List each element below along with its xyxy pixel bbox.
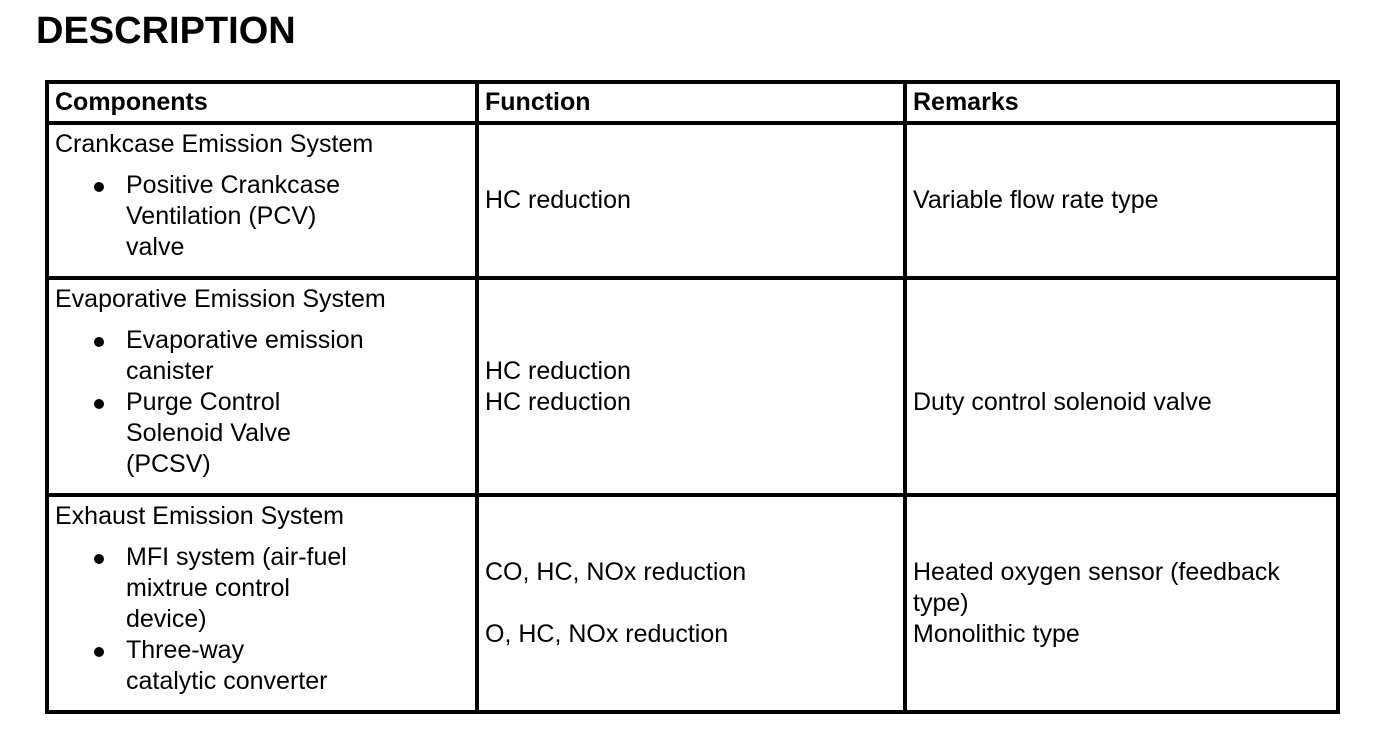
list-item: Three-way catalytic converter: [55, 635, 331, 697]
table-row: [47, 278, 1338, 495]
component-list: [55, 542, 469, 697]
system-title: Exhaust Emission System: [55, 502, 344, 530]
header-components: Components: [47, 82, 477, 123]
remarks-cell: [905, 495, 1338, 712]
function-cell: [477, 495, 905, 712]
component-list: [55, 170, 469, 263]
list-item: MFI system (air-fuel mixtrue control device): [55, 542, 348, 635]
function-cell: [477, 123, 905, 278]
function-text: CO, HC, NOx reduction: [485, 558, 747, 586]
components-cell: [47, 278, 477, 495]
remarks-text: Duty control solenoid valve: [913, 387, 1212, 416]
function-cell: [477, 278, 905, 495]
table-row: [47, 495, 1338, 712]
table-header-row: [47, 82, 1338, 123]
spacer: [485, 588, 897, 619]
components-cell: [47, 123, 477, 278]
description-table: [45, 80, 1340, 714]
remarks-text: Heated oxygen sensor (feedback type): [913, 558, 1280, 617]
spacer: [913, 356, 1330, 387]
components-cell: [47, 495, 477, 712]
page-title: DESCRIPTION: [36, 10, 296, 52]
remarks-cell: [905, 278, 1338, 495]
header-remarks: Remarks: [905, 82, 1338, 123]
function-text: HC reduction: [485, 186, 631, 214]
remarks-text: Variable flow rate type: [913, 186, 1159, 214]
list-item: Positive Crankcase Ventilation (PCV) valve: [55, 170, 348, 263]
header-function: Function: [477, 82, 905, 123]
function-text: O, HC, NOx reduction: [485, 620, 729, 648]
component-list: [55, 325, 469, 480]
function-text: HC reduction: [485, 387, 631, 416]
table-row: [47, 123, 1338, 278]
remarks-text: Monolithic type: [913, 620, 1080, 648]
remarks-cell: [905, 123, 1338, 278]
function-text: HC reduction: [485, 356, 631, 385]
list-item: Purge Control Solenoid Valve (PCSV): [55, 387, 326, 480]
system-title: Evaporative Emission System: [55, 285, 386, 313]
system-title: Crankcase Emission System: [55, 130, 374, 158]
list-item: Evaporative emission canister: [55, 325, 376, 387]
